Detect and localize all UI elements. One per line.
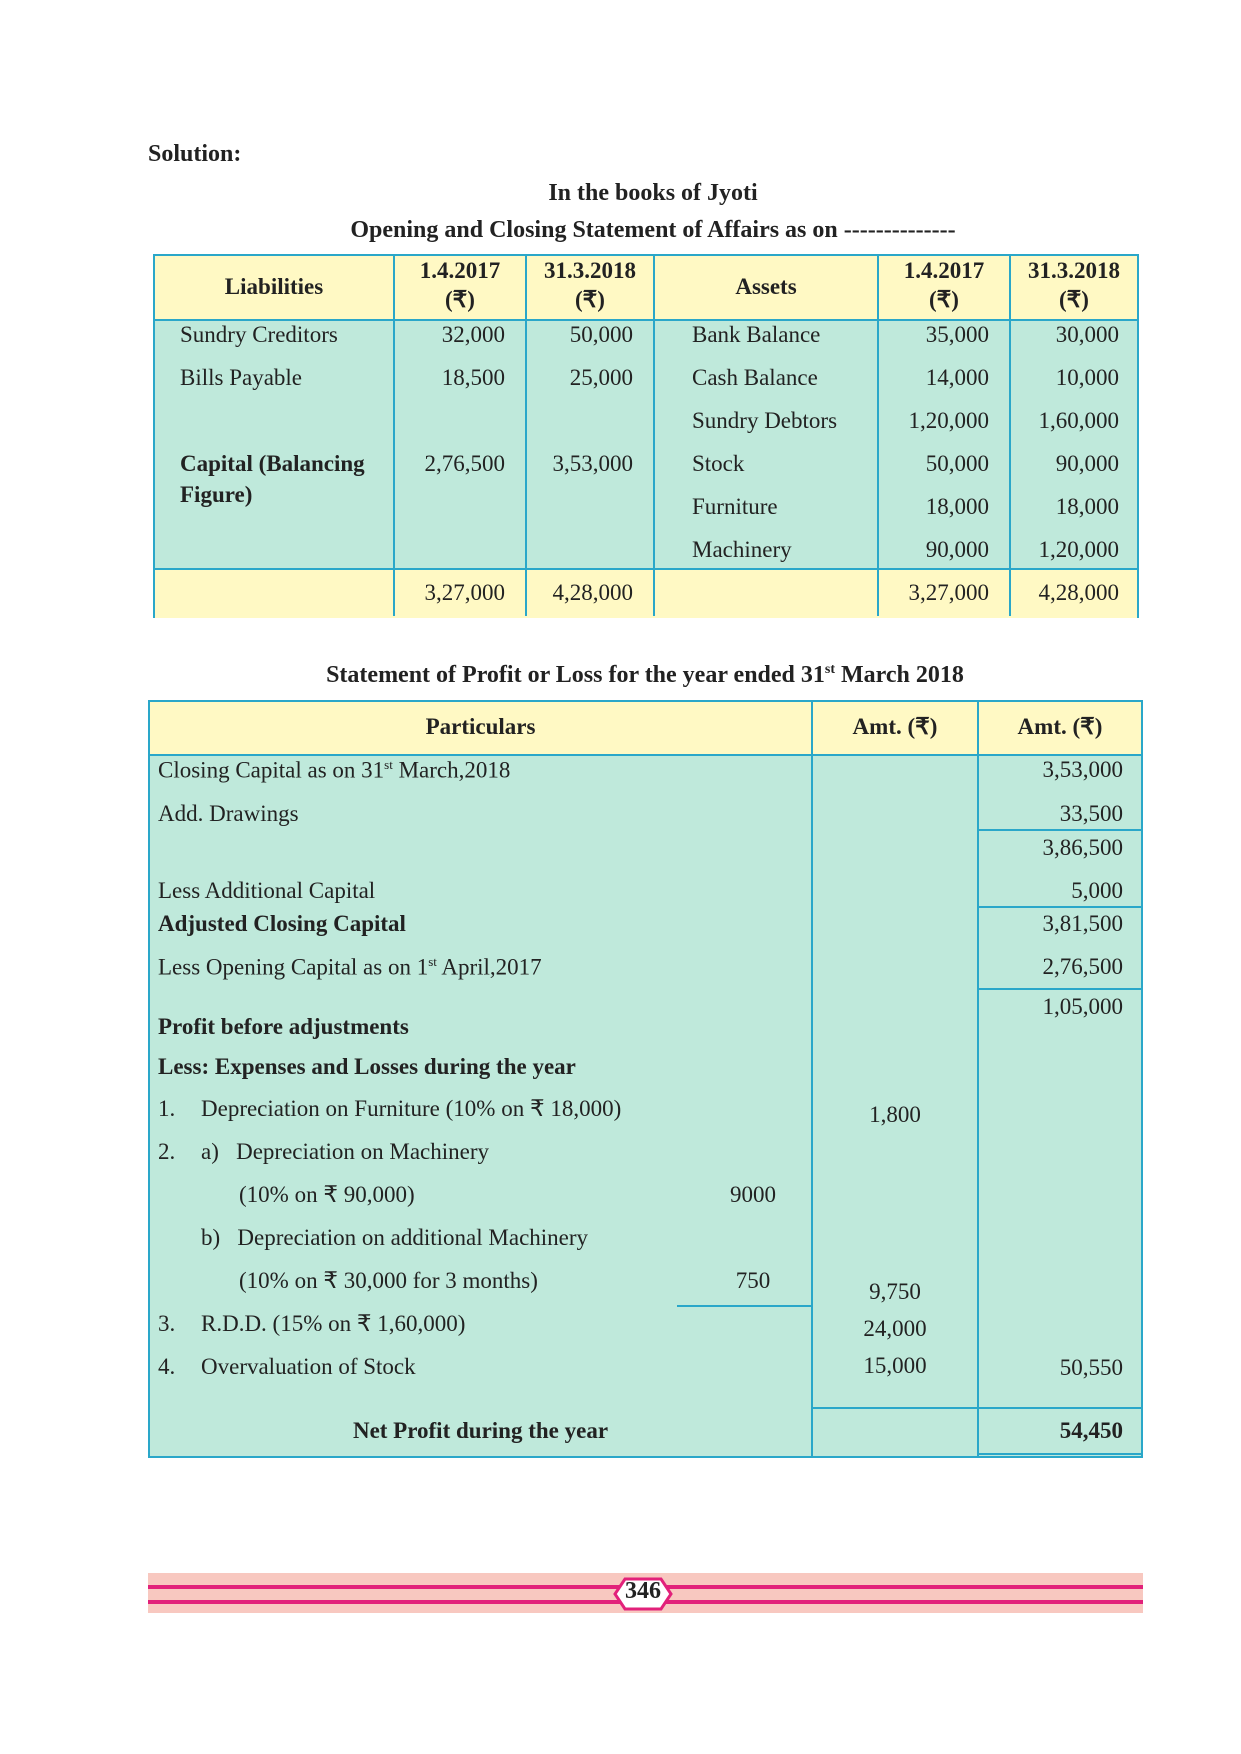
less-opening-capital-label: Less Opening Capital as on 1st April,2017 [158,954,542,980]
asset-value-opening: 50,000 [925,451,989,476]
asset-name: Cash Balance [692,365,818,390]
add-drawings-label: Add. Drawings [158,801,299,826]
overvaluation-stock-amount: 15,000 [863,1353,927,1378]
page-number: 346 [625,1578,661,1604]
item-number: 4. [158,1354,176,1379]
liability-name: Capital (Balancing [180,451,365,476]
header-date-closing: 31.3.2018 [1028,258,1120,283]
total-assets-opening: 3,27,000 [908,580,989,605]
header-amount-2: Amt. (₹) [1017,714,1103,739]
profit-before-adjustments-amount: 1,05,000 [1042,994,1123,1019]
total-liabilities-closing: 4,28,000 [552,580,633,605]
column-divider [653,256,655,616]
header-amount-1: Amt. (₹) [852,714,938,739]
asset-value-closing: 18,000 [1055,494,1119,519]
overvaluation-stock-label: Overvaluation of Stock [201,1354,416,1379]
asset-value-opening: 1,20,000 [908,408,989,433]
less-additional-capital-label: Less Additional Capital [158,878,376,903]
subtotal-rule [979,988,1141,990]
subtotal-rule [979,906,1141,908]
net-profit-rule [811,1407,1141,1409]
item-number: 3. [158,1311,176,1336]
depreciation-additional-machinery-detail: (10% on ₹ 30,000 for 3 months) [239,1268,538,1293]
asset-name: Machinery [692,537,792,562]
net-profit-amount: 54,450 [1059,1418,1123,1443]
header-date-opening: 1.4.2017 [903,258,985,283]
header-rupee: (₹) [1059,287,1089,312]
expenses-total-amount: 50,550 [1059,1355,1123,1380]
asset-name: Stock [692,451,745,476]
depreciation-machinery-label: a) Depreciation on Machinery [201,1139,490,1164]
profit-loss-table [148,700,1143,1458]
header-rupee: (₹) [445,287,475,312]
header-date-opening: 1.4.2017 [419,258,501,283]
asset-value-closing: 30,000 [1055,322,1119,347]
less-additional-capital-amount: 5,000 [1071,878,1123,903]
item-number: 2. [158,1139,176,1164]
total-liabilities-opening: 3,27,000 [424,580,505,605]
liability-value-opening: 18,500 [441,365,505,390]
depreciation-additional-machinery-amount: 750 [735,1268,771,1293]
asset-value-closing: 90,000 [1055,451,1119,476]
adjusted-closing-capital-amount: 3,81,500 [1042,911,1123,936]
depreciation-machinery-detail: (10% on ₹ 90,000) [239,1182,415,1207]
statement-of-affairs-table [153,254,1139,618]
asset-name: Sundry Debtors [692,408,838,433]
asset-value-closing: 1,60,000 [1038,408,1119,433]
depreciation-furniture-amount: 1,800 [869,1102,921,1127]
item-number: 1. [158,1096,176,1121]
header-date-closing: 31.3.2018 [544,258,636,283]
less-expenses-label: Less: Expenses and Losses during the year [158,1054,576,1079]
liability-value-opening: 32,000 [441,322,505,347]
books-title: In the books of Jyoti [548,180,758,206]
column-divider [811,702,813,1456]
double-underline [979,1453,1141,1455]
asset-value-opening: 14,000 [925,365,989,390]
asset-value-opening: 90,000 [925,537,989,562]
asset-value-closing: 10,000 [1055,365,1119,390]
profit-before-adjustments-label: Profit before adjustments [158,1014,409,1039]
rdd-label: R.D.D. (15% on ₹ 1,60,000) [201,1311,466,1336]
liability-name: Sundry Creditors [180,322,338,347]
header-rupee: (₹) [929,287,959,312]
asset-name: Furniture [692,494,778,519]
asset-value-closing: 1,20,000 [1038,537,1119,562]
header-assets: Assets [735,274,797,299]
depreciation-additional-machinery-label: b) Depreciation on additional Machinery [201,1225,589,1250]
closing-capital-amount: 3,53,000 [1042,757,1123,782]
header-liabilities: Liabilities [224,274,324,299]
liability-value-closing: 25,000 [569,365,633,390]
affairs-title: Opening and Closing Statement of Affairs as on -------------- [350,217,956,243]
profit-loss-title: Statement of Profit or Loss for the year ended 31st March 2018 [326,662,964,688]
liability-value-opening: 2,76,500 [424,451,505,476]
liability-name-cont: Figure) [180,482,253,507]
rdd-amount: 24,000 [863,1316,927,1341]
less-opening-capital-amount: 2,76,500 [1042,954,1123,979]
liability-value-closing: 50,000 [569,322,633,347]
net-profit-label: Net Profit during the year [352,1418,609,1443]
liability-name: Bills Payable [180,365,303,390]
adjusted-closing-capital-label: Adjusted Closing Capital [158,911,406,936]
total-assets-closing: 4,28,000 [1038,580,1119,605]
subtotal-rule [979,829,1141,831]
liability-value-closing: 3,53,000 [552,451,633,476]
depreciation-machinery-amount: 9000 [730,1182,776,1207]
solution-heading: Solution: [148,141,242,167]
asset-name: Bank Balance [692,322,821,347]
machinery-depreciation-total: 9,750 [869,1279,921,1304]
add-drawings-amount: 33,500 [1059,801,1123,826]
subtotal-amount: 3,86,500 [1042,835,1123,860]
asset-value-opening: 18,000 [925,494,989,519]
asset-value-opening: 35,000 [925,322,989,347]
header-particulars: Particulars [425,714,536,739]
header-rupee: (₹) [575,287,605,312]
subtotal-rule [677,1305,811,1307]
table-total-band [155,568,1137,618]
closing-capital-label: Closing Capital as on 31st March,2018 [158,757,511,783]
depreciation-furniture-label: Depreciation on Furniture (10% on ₹ 18,000) [201,1096,622,1121]
